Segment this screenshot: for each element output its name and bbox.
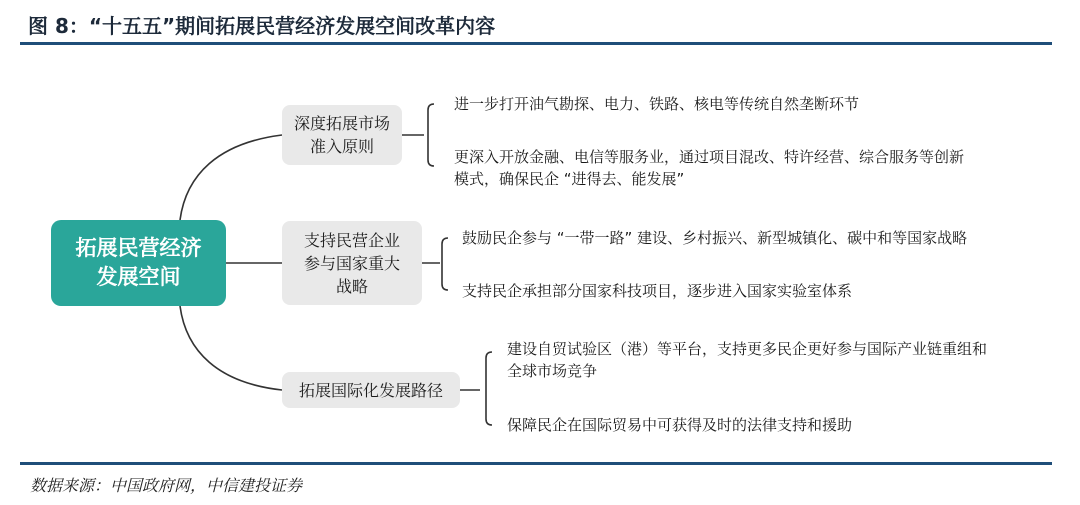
leaf-item: 保障民企在国际贸易中可获得及时的法律支持和援助 xyxy=(507,416,853,434)
leaf-item: 支持民企承担部分国家科技项目，逐步进入国家实验室体系 xyxy=(462,282,853,300)
branch-label: 深度拓展市场 准入原则 xyxy=(293,114,390,156)
figure-title: 图 8：“十五五”期间拓展民营经济发展空间改革内容 xyxy=(28,14,496,38)
leaf-item: 鼓励民企参与 “一带一路” 建设、乡村振兴、新型城镇化、碳中和等国家战略 xyxy=(462,229,968,247)
leaf-item: 进一步打开油气勘探、电力、铁路、核电等传统自然垄断环节 xyxy=(454,95,860,113)
root-node-label: 拓展民营经济 发展空间 xyxy=(75,236,202,289)
branch-label: 拓展国际化发展路径 xyxy=(298,380,443,400)
leaf-item: 更深入开放金融、电信等服务业，通过项目混改、特许经营、综合服务等创新 模式，确保民企 “进得去、能发展” xyxy=(454,148,965,188)
root-node xyxy=(51,220,226,306)
leaf-item: 建设自贸试验区（港）等平台，支持更多民企更好参与国际产业链重组和 全球市场竞争 xyxy=(507,340,988,380)
branch-node-national-strategy xyxy=(282,221,422,305)
connector-branch-3-bracket xyxy=(460,352,492,425)
connector-branch-2-bracket xyxy=(422,238,448,290)
connector-root-branch-1 xyxy=(180,135,282,220)
source-note: 数据来源：中国政府网，中信建投证券 xyxy=(30,476,303,495)
connector-root-branch-3 xyxy=(180,306,282,390)
branch-node-market-access xyxy=(282,105,402,165)
branch-node-internationalization xyxy=(282,372,460,408)
branch-label: 支持民营企业 参与国家重大 战略 xyxy=(303,230,400,296)
bottom-rule xyxy=(20,462,1052,465)
connector-branch-1-bracket xyxy=(402,104,434,166)
